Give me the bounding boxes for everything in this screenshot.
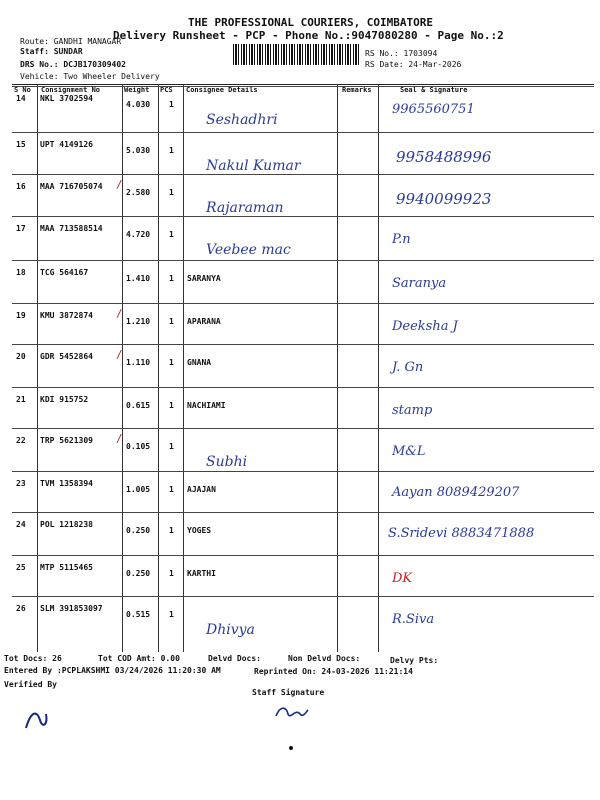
rs-no-line: RS No.: 1703094 bbox=[365, 49, 438, 58]
footer-entered-by: Entered By :PCPLAKSHMI 03/24/2026 11:20:30 AM bbox=[4, 666, 221, 675]
vehicle-value: Two Wheeler Delivery bbox=[63, 72, 160, 81]
col-header-consignment: Consignment No bbox=[41, 86, 101, 94]
page-dot bbox=[289, 746, 293, 750]
row-sno: 21 bbox=[16, 395, 26, 404]
row-pcs: 1 bbox=[169, 146, 174, 155]
row-consignee: YOGES bbox=[187, 526, 212, 535]
barcode bbox=[233, 44, 361, 65]
row-weight: 4.720 bbox=[126, 230, 151, 239]
row-pcs: 1 bbox=[169, 569, 174, 578]
col-header-pcs: PCS bbox=[160, 86, 173, 94]
drs-value: DCJB170309402 bbox=[63, 60, 126, 69]
row-pcs: 1 bbox=[169, 100, 174, 109]
footer-reprinted: Reprinted On: 24-03-2026 11:21:14 bbox=[254, 667, 413, 676]
row-weight: 1.210 bbox=[126, 317, 151, 326]
footer-staff-signature: Staff Signature bbox=[252, 688, 325, 697]
footer-verified-by: Verified By bbox=[4, 680, 57, 689]
row-consignment-no: MTP 5115465 bbox=[40, 563, 93, 572]
row-consignee: SARANYA bbox=[187, 274, 221, 283]
table-row bbox=[12, 260, 594, 261]
row-sno: 14 bbox=[16, 94, 26, 103]
col-header-consignee: Consignee Details bbox=[186, 86, 258, 94]
row-consignee: APARANA bbox=[187, 317, 221, 326]
table-row bbox=[12, 216, 594, 217]
row-weight: 0.615 bbox=[126, 401, 151, 410]
row-consignment-no: TRP 5621309 bbox=[40, 436, 93, 445]
handwritten-signature: 9940099923 bbox=[396, 190, 492, 208]
table-row bbox=[12, 512, 594, 513]
handwritten-signature: Saranya bbox=[392, 276, 447, 291]
handwritten-consignee: Subhi bbox=[206, 454, 248, 470]
row-consignment-no: MAA 716705074 bbox=[40, 182, 103, 191]
row-weight: 1.410 bbox=[126, 274, 151, 283]
row-pcs: 1 bbox=[169, 358, 174, 367]
row-consignment-no: KDI 915752 bbox=[40, 395, 89, 404]
runsheet-table bbox=[12, 84, 594, 653]
row-sno: 24 bbox=[16, 520, 26, 529]
row-weight: 1.005 bbox=[126, 485, 151, 494]
row-pcs: 1 bbox=[169, 317, 174, 326]
row-sno: 18 bbox=[16, 268, 26, 277]
drs-line: DRS No.: DCJB170309402 bbox=[20, 60, 126, 69]
handwritten-signature: DK bbox=[392, 571, 413, 586]
company-title: THE PROFESSIONAL COURIERS, COIMBATORE bbox=[188, 16, 434, 29]
row-pcs: 1 bbox=[169, 442, 174, 451]
row-consignment-no: TCG 564167 bbox=[40, 268, 89, 277]
row-sno: 22 bbox=[16, 436, 26, 445]
row-weight: 1.110 bbox=[126, 358, 151, 367]
col-header-seal-signature: Seal & Signature bbox=[400, 86, 468, 94]
row-sno: 25 bbox=[16, 563, 26, 572]
row-consignee: NACHIAMI bbox=[187, 401, 226, 410]
row-consignment-no: KMU 3872874 bbox=[40, 311, 93, 320]
handwritten-signature: J. Gn bbox=[392, 360, 424, 375]
footer-delvy-pts: Delvy Pts: bbox=[390, 656, 439, 665]
table-row bbox=[12, 344, 594, 345]
rs-no-value: 1703094 bbox=[403, 49, 438, 58]
table-row bbox=[12, 596, 594, 597]
row-consignment-no: POL 1218238 bbox=[40, 520, 93, 529]
route-line: Route: GANDHI MANAGAR bbox=[20, 37, 122, 46]
row-weight: 5.030 bbox=[126, 146, 151, 155]
handwritten-signature: R.Siva bbox=[392, 612, 435, 627]
row-sno: 23 bbox=[16, 479, 26, 488]
row-pcs: 1 bbox=[169, 485, 174, 494]
row-sno: 26 bbox=[16, 604, 26, 613]
row-consignment-no: TVM 1358394 bbox=[40, 479, 93, 488]
row-pcs: 1 bbox=[169, 610, 174, 619]
table-row bbox=[12, 471, 594, 472]
table-row bbox=[12, 174, 594, 175]
row-pcs: 1 bbox=[169, 526, 174, 535]
tick-mark: / bbox=[116, 178, 123, 191]
row-sno: 19 bbox=[16, 311, 26, 320]
route-value: GANDHI MANAGAR bbox=[53, 37, 122, 46]
row-sno: 17 bbox=[16, 224, 26, 233]
footer-tot-docs: Tot Docs: 26 bbox=[4, 654, 62, 663]
row-pcs: 1 bbox=[169, 188, 174, 197]
handwritten-signature: M&L bbox=[392, 444, 426, 459]
footer-tot-cod: Tot COD Amt: 0.00 bbox=[98, 654, 180, 663]
footer-non-delvd-docs: Non Delvd Docs: bbox=[288, 654, 361, 663]
row-consignment-no: GDR 5452864 bbox=[40, 352, 93, 361]
row-weight: 0.250 bbox=[126, 569, 151, 578]
footer-delvd-docs: Delvd Docs: bbox=[208, 654, 261, 663]
handwritten-signature: stamp bbox=[392, 403, 433, 418]
row-consignment-no: SLM 391853097 bbox=[40, 604, 103, 613]
table-row bbox=[12, 132, 594, 133]
row-pcs: 1 bbox=[169, 401, 174, 410]
table-row bbox=[12, 86, 594, 87]
tick-mark: / bbox=[116, 307, 123, 320]
handwritten-consignee: Seshadhri bbox=[206, 112, 278, 128]
staff-signature-mark bbox=[272, 700, 312, 724]
runsheet-subtitle: Delivery Runsheet - PCP - Phone No.:9047080280 - Page No.:2 bbox=[113, 29, 504, 42]
table-row bbox=[12, 428, 594, 429]
handwritten-signature: 9958488996 bbox=[396, 148, 492, 166]
row-pcs: 1 bbox=[169, 274, 174, 283]
row-weight: 4.030 bbox=[126, 100, 151, 109]
handwritten-signature: 9965560751 bbox=[392, 102, 475, 117]
row-consignment-no: NKL 3702594 bbox=[40, 94, 93, 103]
staff-value: SUNDAR bbox=[53, 47, 83, 56]
handwritten-consignee: Nakul Kumar bbox=[206, 158, 301, 174]
row-sno: 16 bbox=[16, 182, 26, 191]
col-header-weight: Weight bbox=[124, 86, 150, 94]
handwritten-signature: P.n bbox=[392, 232, 411, 247]
rs-date-line: RS Date: 24-Mar-2026 bbox=[365, 60, 462, 69]
row-consignee: AJAJAN bbox=[187, 485, 216, 494]
tick-mark: / bbox=[116, 432, 123, 445]
row-weight: 2.580 bbox=[126, 188, 151, 197]
row-sno: 20 bbox=[16, 352, 26, 361]
handwritten-consignee: Veebee mac bbox=[206, 242, 291, 258]
row-sno: 15 bbox=[16, 140, 26, 149]
handwritten-signature: Aayan 8089429207 bbox=[392, 485, 520, 500]
col-header-remarks: Remarks bbox=[342, 86, 372, 94]
table-row bbox=[12, 303, 594, 304]
vehicle-line: Vehicle: Two Wheeler Delivery bbox=[20, 72, 160, 81]
rs-date-value: 24-Mar-2026 bbox=[408, 60, 462, 69]
staff-line: Staff: SUNDAR bbox=[20, 47, 83, 56]
row-consignee: GNANA bbox=[187, 358, 212, 367]
tick-mark: / bbox=[116, 348, 123, 361]
col-header-sno: S No bbox=[14, 86, 31, 94]
handwritten-consignee: Dhivya bbox=[206, 622, 255, 638]
row-consignee: KARTHI bbox=[187, 569, 216, 578]
row-pcs: 1 bbox=[169, 230, 174, 239]
table-row bbox=[12, 555, 594, 556]
table-row bbox=[12, 387, 594, 388]
row-weight: 0.250 bbox=[126, 526, 151, 535]
row-consignment-no: MAA 713588514 bbox=[40, 224, 103, 233]
handwritten-consignee: Rajaraman bbox=[206, 200, 284, 216]
row-weight: 0.105 bbox=[126, 442, 151, 451]
handwritten-signature: Deeksha J bbox=[392, 319, 458, 334]
handwritten-signature: S.Sridevi 8883471888 bbox=[388, 526, 535, 541]
verifier-signature-mark bbox=[22, 700, 52, 736]
row-weight: 0.515 bbox=[126, 610, 151, 619]
row-consignment-no: UPT 4149126 bbox=[40, 140, 93, 149]
